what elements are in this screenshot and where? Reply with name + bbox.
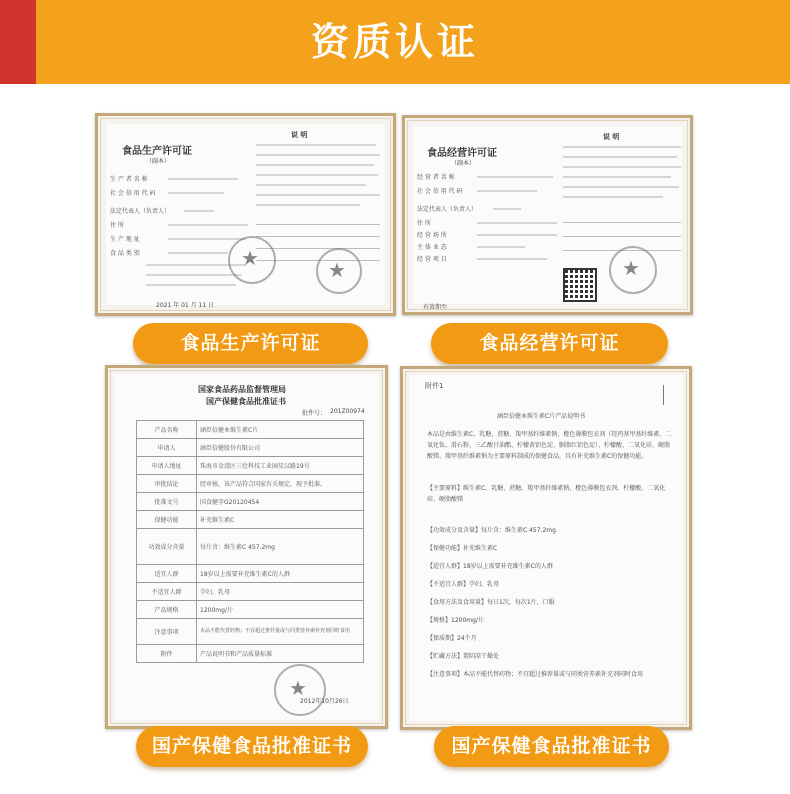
manual-section: 【不适宜人群】孕妇、乳母 xyxy=(427,581,500,588)
seal-star-icon: ★ xyxy=(289,676,307,700)
certificate-paper xyxy=(106,124,385,309)
cert-title: 国产保健食品批准证书 xyxy=(206,396,286,406)
cert-label: 经 营 场 所 xyxy=(417,232,447,239)
cert-label: 生 产 者 名 称 xyxy=(110,176,148,183)
text-line xyxy=(184,210,214,212)
manual-section: 【贮藏方法】置阴凉干燥处 xyxy=(427,653,500,660)
text-line xyxy=(256,184,366,186)
certificate-paper xyxy=(409,375,683,721)
table-key-cell: 申请人 xyxy=(137,439,197,457)
cert-label: 经 营 项 目 xyxy=(417,256,447,263)
table-key-cell: 产品名称 xyxy=(137,421,197,439)
approval-table xyxy=(136,420,364,663)
seal-star-icon: ★ xyxy=(622,256,640,280)
cert-title: 食品生产许可证 xyxy=(122,146,192,157)
text-line xyxy=(168,238,246,240)
notes-title: 说 明 xyxy=(603,132,620,141)
text-line xyxy=(477,190,537,192)
table-row xyxy=(137,565,364,583)
table-key-cell: 保健功能 xyxy=(137,511,197,529)
approval-date: 2012年10月26日 xyxy=(300,698,349,705)
issue-date: 2021 年 01 月 11 日 xyxy=(156,302,215,309)
divider xyxy=(256,224,380,225)
text-line xyxy=(168,252,228,254)
text-line xyxy=(168,178,238,180)
table-key-cell: 申请人地址 xyxy=(137,457,197,475)
table-value-cell: 珠海市金湾区三灶科技工业园星汉路19号 xyxy=(197,457,364,475)
text-line xyxy=(563,156,677,158)
text-line xyxy=(563,196,663,198)
table-value-cell: 本品不能代替药物；不宜超过推荐量或与同类营养素补充剂同时食用 xyxy=(197,619,364,645)
table-value-cell: 18岁以上需要补充维生素C的人群 xyxy=(197,565,364,583)
seal-star-icon: ★ xyxy=(328,258,346,282)
cert-authority: 国家食品药品监督管理局 xyxy=(198,384,286,394)
table-value-cell: 1200mg/片 xyxy=(197,601,364,619)
table-key-cell: 产品规格 xyxy=(137,601,197,619)
seal-star-icon: ★ xyxy=(241,246,259,270)
manual-section: 【保健功能】补充维生素C xyxy=(427,545,498,552)
text-line xyxy=(477,246,525,248)
text-line xyxy=(563,166,681,168)
certificate-paper xyxy=(114,374,379,720)
table-row xyxy=(137,493,364,511)
text-line xyxy=(477,176,553,178)
text-line xyxy=(256,204,360,206)
text-line xyxy=(256,194,380,196)
table-value-cell: 涵臣倍健®维生素C片 xyxy=(197,421,364,439)
cert-label: 经 营 者 名 称 xyxy=(417,174,455,181)
health-food-approval-button-2[interactable]: 国产保健食品批准证书 xyxy=(434,726,669,767)
business-license-image[interactable] xyxy=(402,115,693,315)
notes-title: 说 明 xyxy=(291,130,308,139)
table-row xyxy=(137,421,364,439)
table-value-cell: 孕妇、乳母 xyxy=(197,583,364,601)
attachment-label: 附件1 xyxy=(425,382,444,390)
manual-section: 【保质期】24个月 xyxy=(427,635,477,642)
table-key-cell: 批准文号 xyxy=(137,493,197,511)
health-food-approval-button[interactable]: 国产保健食品批准证书 xyxy=(136,726,368,767)
production-license-button[interactable]: 食品生产许可证 xyxy=(133,323,368,364)
cert-label: 食 品 类 别 xyxy=(110,250,140,257)
certificate-paper xyxy=(413,126,682,311)
header-banner xyxy=(0,0,790,84)
cert-label: 生 产 地 址 xyxy=(110,236,140,243)
table-key-cell: 审批结论 xyxy=(137,475,197,493)
table-key-cell: 功效成分含量 xyxy=(137,529,197,565)
table-row xyxy=(137,511,364,529)
health-food-approval-image[interactable] xyxy=(105,365,388,729)
table-value-cell: 补充维生素C xyxy=(197,511,364,529)
text-line xyxy=(168,192,224,194)
table-row xyxy=(137,619,364,645)
cert-label: 住 所 xyxy=(110,222,124,229)
page-title: 资质认证 xyxy=(310,20,479,64)
divider xyxy=(256,236,380,237)
text-line xyxy=(563,146,681,148)
qr-code xyxy=(563,268,597,302)
table-value-cell: 产品说明书和产品质量标准 xyxy=(197,645,364,663)
manual-section: 【主要原料】维生素C、乳糖、蔗糖、羧甲基纤维素钠、橙色薄膜包衣剂、柠檬酸、二氧化硅、硬脂酸镁 xyxy=(427,485,666,503)
cert-subtitle: （副本） xyxy=(451,160,476,167)
cert-label: 社 会 信 用 代 码 xyxy=(110,190,156,197)
production-license-image[interactable] xyxy=(95,113,396,316)
text-line xyxy=(256,164,374,166)
business-license-button[interactable]: 食品经营许可证 xyxy=(431,323,668,364)
table-key-cell: 附件 xyxy=(137,645,197,663)
table-row xyxy=(137,583,364,601)
manual-intro: 本品是由维生素C、乳糖、蔗糖、羧甲基纤维素钠、橙色薄膜包衣剂（羟丙基甲基纤维素、二氧化钛、滑石粉、三乙酸甘油酯、柠檬黄铝色淀、胭脂红铝色淀）、柠檬酸、二氧化硅、硬脂酸镁、羧甲基纤维素钠为主要原料制成的保健食品，具有补充维生素C的保健功能。 xyxy=(427,431,672,460)
product-manual-image[interactable] xyxy=(400,366,692,730)
text-line xyxy=(256,174,378,176)
text-line xyxy=(563,186,679,188)
table-value-cell: 国食健字G20120454 xyxy=(197,493,364,511)
table-row xyxy=(137,529,364,565)
table-row xyxy=(137,439,364,457)
manual-section: 【食用方法及食用量】每日1次，每次1片，口服 xyxy=(427,599,555,606)
table-value-cell: 涵臣倍健股份有限公司 xyxy=(197,439,364,457)
text-line xyxy=(477,234,557,236)
cert-subtitle: （副本） xyxy=(146,158,171,165)
divider xyxy=(256,248,380,249)
cert-label: 法定代表人（负责人） xyxy=(417,206,478,213)
manual-section: 【功效成分及含量】每片含：维生素C 457.2mg xyxy=(427,527,556,534)
cert-number-label: 批件号： xyxy=(302,410,327,417)
table-value-cell: 经审核，该产品符合国家有关规定，现予批准。 xyxy=(197,475,364,493)
manual-section: 【规格】1200mg/片 xyxy=(427,617,484,624)
table-row xyxy=(137,475,364,493)
text-line xyxy=(256,154,380,156)
text-line xyxy=(146,284,236,286)
cert-label: 主 体 业 态 xyxy=(417,244,447,251)
table-value-cell: 每片含：维生素C 457.2mg xyxy=(197,529,364,565)
manual-title: 涵臣倍健®维生素C片产品说明书 xyxy=(497,413,586,420)
table-row xyxy=(137,645,364,663)
table-key-cell: 不适宜人群 xyxy=(137,583,197,601)
table-key-cell: 注意事项 xyxy=(137,619,197,645)
divider xyxy=(563,222,681,223)
table-key-cell: 适宜人群 xyxy=(137,565,197,583)
text-line xyxy=(563,176,671,178)
text-line xyxy=(168,224,248,226)
table-row xyxy=(137,601,364,619)
manual-section: 【适宜人群】18岁以上需要补充维生素C的人群 xyxy=(427,563,553,570)
cert-label: 社 会 信 用 代 码 xyxy=(417,188,463,195)
text-line xyxy=(477,258,547,260)
cert-title: 食品经营许可证 xyxy=(427,148,497,159)
validity-label: 有效期至 xyxy=(423,304,448,311)
text-line xyxy=(477,222,557,224)
text-line xyxy=(256,144,376,146)
manual-section: 【注意事项】本品不能代替药物；不宜超过推荐量或与同类营养素补充剂同时食用 xyxy=(427,671,644,678)
margin-mark xyxy=(663,385,664,405)
table-row xyxy=(137,457,364,475)
cert-number: 201Z00974 xyxy=(330,408,365,415)
text-line xyxy=(146,274,242,276)
cert-label: 住 所 xyxy=(417,220,431,227)
text-line xyxy=(493,208,521,210)
divider xyxy=(563,236,681,237)
cert-label: 法定代表人（负责人） xyxy=(110,208,171,215)
